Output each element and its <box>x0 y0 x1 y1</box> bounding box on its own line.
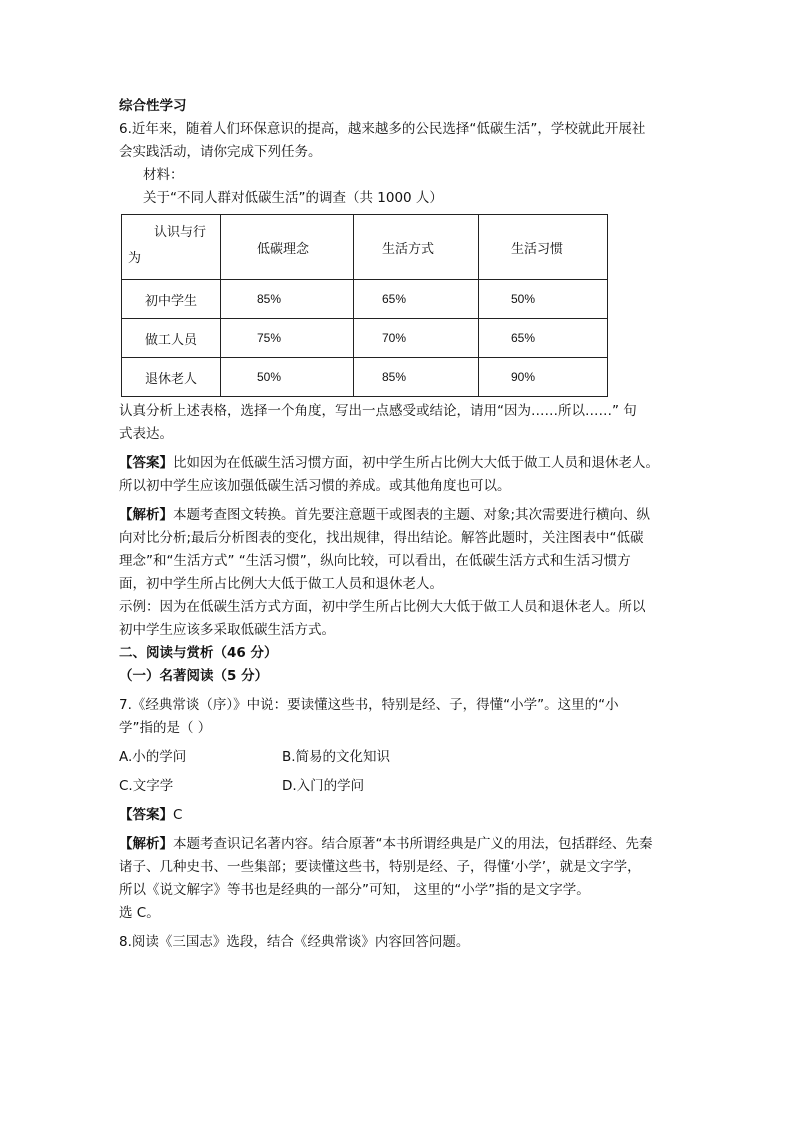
q6-stem-line2: 会实践活动，请你完成下列任务。 <box>119 144 322 160</box>
row-label: 退休老人 <box>122 358 221 397</box>
column-header: 低碳理念 <box>221 215 354 280</box>
q7-stem-line1: 7.《经典常谈（序）》中说：要读懂这些书，特别是经、子，得懂“小学”。这里的“小 <box>119 697 619 713</box>
table-header-corner <box>122 215 221 280</box>
page-content <box>119 95 694 954</box>
survey-title: 关于“不同人群对低碳生活”的调查（共 1000 人） <box>143 190 443 206</box>
q6-example-line2: 初中学生应该多采取低碳生活方式。 <box>119 622 335 638</box>
column-header: 生活方式 <box>354 215 479 280</box>
table-header-row <box>122 215 608 280</box>
material-label: 材料： <box>143 167 184 183</box>
q6-answer-line2: 所以初中学生应该加强低碳生活习惯的养成。或其他角度也可以。 <box>119 478 511 494</box>
option-d: D.入门的学问 <box>282 778 365 794</box>
row-label: 初中学生 <box>122 280 221 319</box>
q7-answer <box>119 804 694 827</box>
q6-stem-line1: 6.近年来，随着人们环保意识的提高，越来越多的公民选择“低碳生活”，学校就此开展社 <box>119 121 646 137</box>
table-row <box>122 319 608 358</box>
header-corner-text-2: 为 <box>128 251 142 266</box>
q7-analysis-line2: 诸子、几种史书、一些集部；要读懂这些书，特别是经、子，得懂‘小学’，就是文字学， <box>119 859 641 875</box>
table-cell: 70% <box>354 319 479 358</box>
q6-prompt-line1: 认真分析上述表格，选择一个角度，写出一点感受或结论，请用“因为……所以……” 句 <box>119 403 637 419</box>
q7-stem-line2: 学”指的是（ ） <box>119 720 212 736</box>
q7-analysis-line3: 所以《说文解字》等书也是经典的一部分”可知， 这里的“小学”指的是文字学。 <box>119 882 590 898</box>
option-c: C.文字学 <box>119 778 174 794</box>
answer-text: C <box>173 807 183 823</box>
table-cell: 50% <box>479 280 608 319</box>
q6-analysis-line3: 理念”和“生活方式” “生活习惯”，纵向比较，可以看出，在低碳生活方式和生活习惯方 <box>119 553 631 569</box>
q7-options-row2 <box>119 775 694 798</box>
table-cell: 50% <box>221 358 354 397</box>
header-corner-text-1: 认识与行 <box>154 225 207 240</box>
analysis-tag: 【解析】 <box>119 507 173 523</box>
q6-answer <box>119 452 694 475</box>
table-cell: 85% <box>354 358 479 397</box>
q8-stem: 8.阅读《三国志》选段，结合《经典常谈》内容回答问题。 <box>119 934 470 950</box>
analysis-text: 本题考查图文转换。首先要注意题干或图表的主题、对象;其次需要进行横向、纵 <box>173 507 651 523</box>
column-header: 生活习惯 <box>479 215 608 280</box>
table-cell: 65% <box>354 280 479 319</box>
answer-tag: 【答案】 <box>119 455 173 471</box>
analysis-text: 本题考查识记名著内容。结合原著“本书所谓经典是广义的用法，包括群经、先秦 <box>173 836 653 852</box>
q6-example-line1: 示例：因为在低碳生活方式方面，初中学生所占比例大大低于做工人员和退休老人。所以 <box>119 599 646 615</box>
answer-tag: 【答案】 <box>119 807 173 823</box>
analysis-tag: 【解析】 <box>119 836 173 852</box>
row-label: 做工人员 <box>122 319 221 358</box>
part2-subtitle: （一）名著阅读（5 分） <box>119 668 269 684</box>
q7-choice: 选 C。 <box>119 905 160 921</box>
q6-prompt-line2: 式表达。 <box>119 426 173 442</box>
answer-text: 比如因为在低碳生活习惯方面，初中学生所占比例大大低于做工人员和退休老人。 <box>173 455 659 471</box>
survey-table <box>121 214 608 397</box>
section-title: 综合性学习 <box>119 98 187 114</box>
q6-analysis <box>119 504 694 527</box>
table-cell: 65% <box>479 319 608 358</box>
table-row <box>122 280 608 319</box>
option-a: A.小的学问 <box>119 749 187 765</box>
option-b: B.简易的文化知识 <box>282 749 391 765</box>
q6-analysis-line2: 向对比分析;最后分析图表的变化，找出规律，得出结论。解答此题时，关注图表中“低碳 <box>119 530 644 546</box>
table-cell: 90% <box>479 358 608 397</box>
q7-analysis <box>119 833 694 856</box>
part2-title: 二、阅读与赏析（46 分） <box>119 645 278 661</box>
table-cell: 85% <box>221 280 354 319</box>
q6-analysis-line4: 面，初中学生所占比例大大低于做工人员和退休老人。 <box>119 576 443 592</box>
table-row <box>122 358 608 397</box>
q7-options-row1 <box>119 746 694 769</box>
table-cell: 75% <box>221 319 354 358</box>
